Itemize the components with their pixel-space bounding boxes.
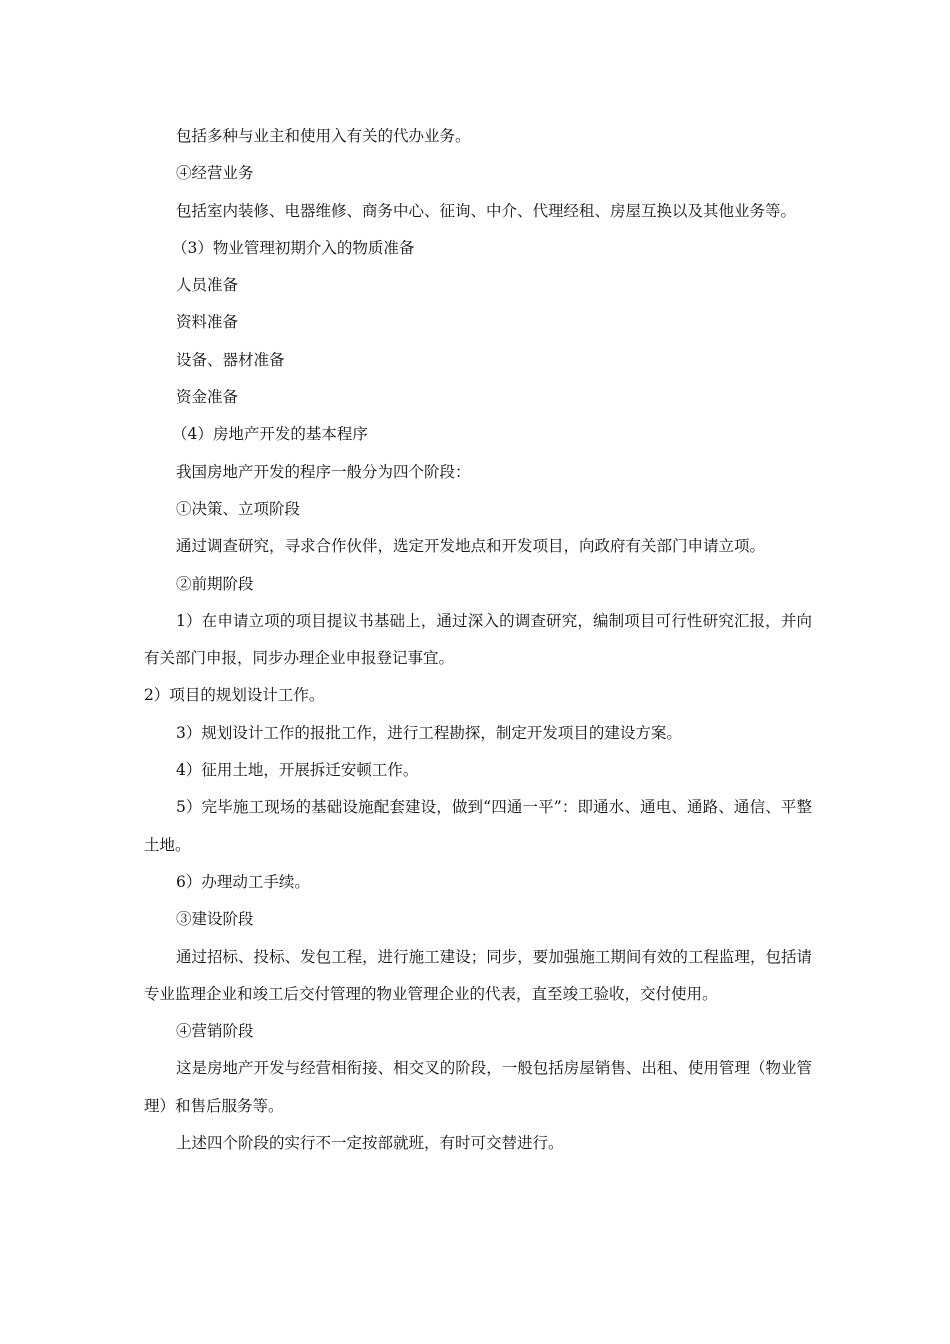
subsection-heading: ②前期阶段 <box>176 574 254 593</box>
paragraph: 上述四个阶段的实行不一定按部就班，有时可交替进行。 <box>176 1134 564 1153</box>
paragraph: 通过招标、投标、发包工程，进行施工建设；同步，要加强施工期间有效的工程监理，包括请专业监理企业和竣工后交付管理的物业管理企业的代表，直至竣工验收，交付使用。 <box>144 947 812 1003</box>
list-item: 5）完毕施工现场的基础设施配套建设，做到“四通一平”：即通水、通电、通路、通信、平整土地。 <box>144 798 812 854</box>
document-body <box>144 118 812 1162</box>
section-heading: （3）物业管理初期介入的物质准备 <box>172 238 415 257</box>
list-item: 4）征用土地，开展拆迁安顿工作。 <box>176 761 419 780</box>
paragraph: 包括多种与业主和使用入有关的代办业务。 <box>176 127 471 145</box>
paragraph: 这是房地产开发与经营相衔接、相交叉的阶段，一般包括房屋销售、出租、使用管理（物业管理）和售后服务等。 <box>144 1059 812 1115</box>
section-heading: （4）房地产开发的基本程序 <box>172 425 368 444</box>
list-item: 设备、器材准备 <box>176 350 285 369</box>
list-item: 3）规划设计工作的报批工作，进行工程勘探，制定开发项目的建设方案。 <box>176 723 682 742</box>
paragraph: 我国房地产开发的程序一般分为四个阶段： <box>176 462 471 481</box>
list-item: 6）办理动工手续。 <box>176 872 310 891</box>
list-item: 资金准备 <box>176 388 239 407</box>
paragraph: 包括室内装修、电器维修、商务中心、征询、中介、代理经租、房屋互换以及其他业务等。 <box>176 201 797 220</box>
subsection-heading: ④营销阶段 <box>176 1022 254 1041</box>
list-item: 1）在申请立项的项目提议书基础上，通过深入的调查研究，编制项目可行性研究汇报，并向有关部门申报，同步办理企业申报登记事宜。 <box>144 611 812 668</box>
list-item: 2）项目的规划设计工作。 <box>144 686 325 705</box>
paragraph: 通过调查研究，寻求合作伙伴，选定开发地点和开发项目，向政府有关部门申请立项。 <box>176 537 766 556</box>
subsection-heading: ④经营业务 <box>176 164 254 183</box>
subsection-heading: ③建设阶段 <box>176 910 254 929</box>
subsection-heading: ①决策、立项阶段 <box>176 499 301 518</box>
list-item: 资料准备 <box>176 313 239 332</box>
list-item: 人员准备 <box>176 276 239 295</box>
